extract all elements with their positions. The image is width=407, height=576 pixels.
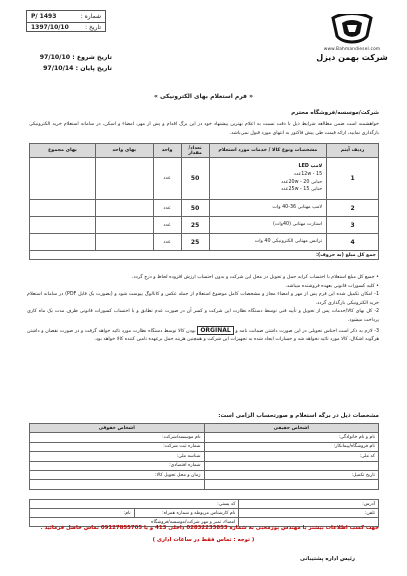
required-info-title: مشخصات ذیل در برگه استعلام و صورتحساب الزامی است: <box>218 413 379 419</box>
contact-tail: تماس حاصل فرمائید . <box>40 525 99 531</box>
field-cell[interactable]: شناسه ملی: <box>30 452 205 461</box>
note-item3-a: 3- لازم به ذکر است اجناس تحویلی در این صورت داشتن ضمانت نامه و <box>235 328 380 334</box>
desc-line: لامپ مهتابی 36-40 وات <box>272 205 323 211</box>
original-stamp: ORGINAL <box>197 326 233 335</box>
table-row <box>30 509 379 518</box>
field-cell[interactable] <box>204 461 379 470</box>
table-row <box>30 452 379 461</box>
doc-date-label: تاریخ : <box>85 23 101 31</box>
contact-phone-2: 09127855705 <box>100 525 143 531</box>
desc-line: استارت مهتابی (40وات) <box>272 222 323 228</box>
row-total <box>30 234 96 251</box>
bahman-logo-icon <box>329 14 375 46</box>
row-unit: عدد <box>153 200 181 217</box>
row-unit: عدد <box>153 217 181 234</box>
brand-name: شرکت بهمن دیزل <box>316 53 388 62</box>
contact-phone-1: 02832233853 <box>186 525 228 531</box>
row-unit: عدد <box>153 158 181 200</box>
table-row <box>30 158 379 200</box>
field-cell[interactable]: تاریخ تکمیل: <box>204 470 379 479</box>
sum-label: جمع کل مبلغ (به حروف): <box>30 251 379 260</box>
field-cell[interactable]: شماره اقتصادی: <box>30 461 205 470</box>
expert-field[interactable]: نام کارشناس مربوطه و شماره همراه: <box>134 509 239 518</box>
field-cell[interactable]: کد ملی: <box>204 452 379 461</box>
name-field[interactable]: نام: <box>30 509 135 518</box>
intro-text: خواهشمند است ضمن مطالعه شرایط ذیل با دقت نسبت به اعلام بهترین پیشنهاد خود در این برگ اقدام و پس از مهر، امضاء و اسکن، در سامانه استعلام خرید الکترونیکی بارگذاری نمایید، ارائه قیمت طی پیش فاکتور به انتهای مورد قبول نمی‌باشد. <box>29 122 379 136</box>
party-header-row <box>30 424 379 433</box>
doc-number-box <box>26 10 106 32</box>
col-total: بهای مجموع <box>30 144 96 158</box>
note-item3-b: بودن کالا توسط دستگاه نظارت مورد تائید خواهد گرفت و در صورت نقصان و داشتن هرگونه اشکال، کالا مورد تائید نخواهد شد و خسارات ایجاد شده به تجهیزات این شرکت و همچنین هزینه حمل برعهده تامین کننده کالا خواهد بود. <box>27 328 379 343</box>
row-total <box>30 217 96 234</box>
field-cell[interactable] <box>204 480 379 489</box>
doc-number-value: P/ 1493 <box>31 12 57 20</box>
row-unit-price <box>95 217 153 234</box>
contact-line <box>27 525 379 531</box>
table-row <box>30 470 379 479</box>
greeting: شرکت/موسسه/فروشگاه محترم <box>291 110 379 116</box>
doc-date-value: 1397/10/10 <box>31 23 69 31</box>
desc-line: حبابی 20w - 20عدد <box>280 179 323 185</box>
doc-number-label: شماره : <box>80 12 101 20</box>
col-qty: تعداد/مقدار <box>181 144 209 158</box>
row-desc <box>209 234 327 251</box>
start-date: 97/10/10 <box>39 54 71 61</box>
table-row <box>30 200 379 217</box>
table-row <box>30 442 379 451</box>
address-field[interactable]: آدرس: <box>239 500 379 509</box>
col-row: ردیف آیتم <box>327 144 379 158</box>
items-table <box>29 143 379 260</box>
party-info-table <box>29 423 379 490</box>
note-bullet: • جمیع کل مبلغ استعلام با احتساب کرایه حمل و تحویل در محل این شرکت و بدون احتساب ارزش افزوده لحاظ و درج گردد. <box>131 275 379 280</box>
field-cell[interactable]: نام فروشگاه/پیمانکار: <box>204 442 379 451</box>
brand-website: www.Bahmandiesel.com <box>323 47 381 52</box>
row-qty: 25 <box>181 234 209 251</box>
note-bullet: • کلیه کسورات قانونی بعهده فروشنده میباشد. <box>285 283 379 289</box>
col-unit-price: بهای واحد <box>95 144 153 158</box>
contact-ext: 413 <box>155 525 167 531</box>
desc-line: حبابی 25w - 15عدد <box>280 187 323 193</box>
field-cell[interactable]: نام موسسه/شرکت: <box>30 433 205 442</box>
row-qty: 50 <box>181 158 209 200</box>
row-num: 1 <box>327 158 379 200</box>
handwritten-dates <box>22 52 112 74</box>
row-num: 4 <box>327 234 379 251</box>
note-item: 2- کل بهای کالا/خدمات پس از تحویل و تأیید فنی توسط دستگاه نظارت این شرکت و کسر آن در صورت عدم تطابق و با احتساب کسورات قانونی ظرف مدت یک ماه کاری پرداخت میشود. <box>27 309 379 323</box>
contact-text: جهت کسب اطلاعات بیشتر با مهندس پورمحبی به شماره <box>229 525 379 531</box>
col-unit: واحد <box>153 144 181 158</box>
desc-line: 12w - 15عدد <box>293 171 323 177</box>
row-qty: 50 <box>181 200 209 217</box>
field-cell[interactable]: شماره ثبت شرکت: <box>30 442 205 451</box>
row-total <box>30 200 96 217</box>
end-date-label: تاریخ پایان : <box>75 65 112 72</box>
stamp-note: امضاء، تمبر و مهر شرکت/موسسه/فروشگاه <box>30 518 239 527</box>
field-cell[interactable]: نام و نام خانوادگی: <box>204 433 379 442</box>
col-real-person: اشخاص حقیقی <box>204 424 379 433</box>
row-qty: 25 <box>181 217 209 234</box>
table-row <box>30 234 379 251</box>
row-desc <box>209 217 327 234</box>
conditions-notes <box>27 274 379 345</box>
end-date: 97/10/14 <box>43 65 74 72</box>
phone-field[interactable]: تلفن: <box>239 509 379 518</box>
table-header-row <box>30 144 379 158</box>
table-row <box>30 500 379 509</box>
row-desc <box>209 158 327 200</box>
row-num: 3 <box>327 217 379 234</box>
signature-title: رئیس اداره پشتیبانی <box>299 556 355 562</box>
sum-row <box>30 251 379 260</box>
company-logo <box>312 14 392 78</box>
row-unit-price <box>95 200 153 217</box>
start-date-label: تاریخ شروع : <box>72 54 112 61</box>
table-row <box>30 480 379 489</box>
row-unit-price <box>95 234 153 251</box>
or-label: و یا <box>143 525 154 531</box>
field-cell[interactable]: زمان و محل تحویل کالا: <box>30 470 205 479</box>
postal-code-field[interactable]: کد پستی: <box>30 500 239 509</box>
note-item: 1- امکان تکمیل شده این فرم پس از مهر و امضاء مجاز و مشخصات کامل موضوع استعلام از جمله عکس و کاتالوگ پیوست شود و (بصورت یک فایل PDF) در سامانه استعلام خرید الکترونیکی بارگذاری گردد. <box>27 292 379 306</box>
row-desc <box>209 200 327 217</box>
note-item <box>27 326 379 345</box>
table-row <box>30 217 379 234</box>
col-desc: مشخصات ونوع کالا / خدمات مورد استعلام <box>209 144 327 158</box>
row-total <box>30 158 96 200</box>
desc-line: لامپ LED <box>298 164 323 170</box>
office-hours-note: ( توجه : تماس فقط در ساعات اداری ) <box>152 537 255 543</box>
row-unit-price <box>95 158 153 200</box>
row-unit: عدد <box>153 234 181 251</box>
col-legal-person: اشخاص حقوقی <box>30 424 205 433</box>
table-row <box>30 433 379 442</box>
ext-label: داخلی <box>168 525 185 531</box>
table-row <box>30 461 379 470</box>
form-title: « فرم استعلام بهای الکترونیکی » <box>154 93 253 100</box>
desc-line: ترانس مهتابی الکترونیکی 40 وات <box>254 239 323 245</box>
field-cell[interactable] <box>30 480 205 489</box>
row-num: 2 <box>327 200 379 217</box>
address-table <box>29 499 379 527</box>
